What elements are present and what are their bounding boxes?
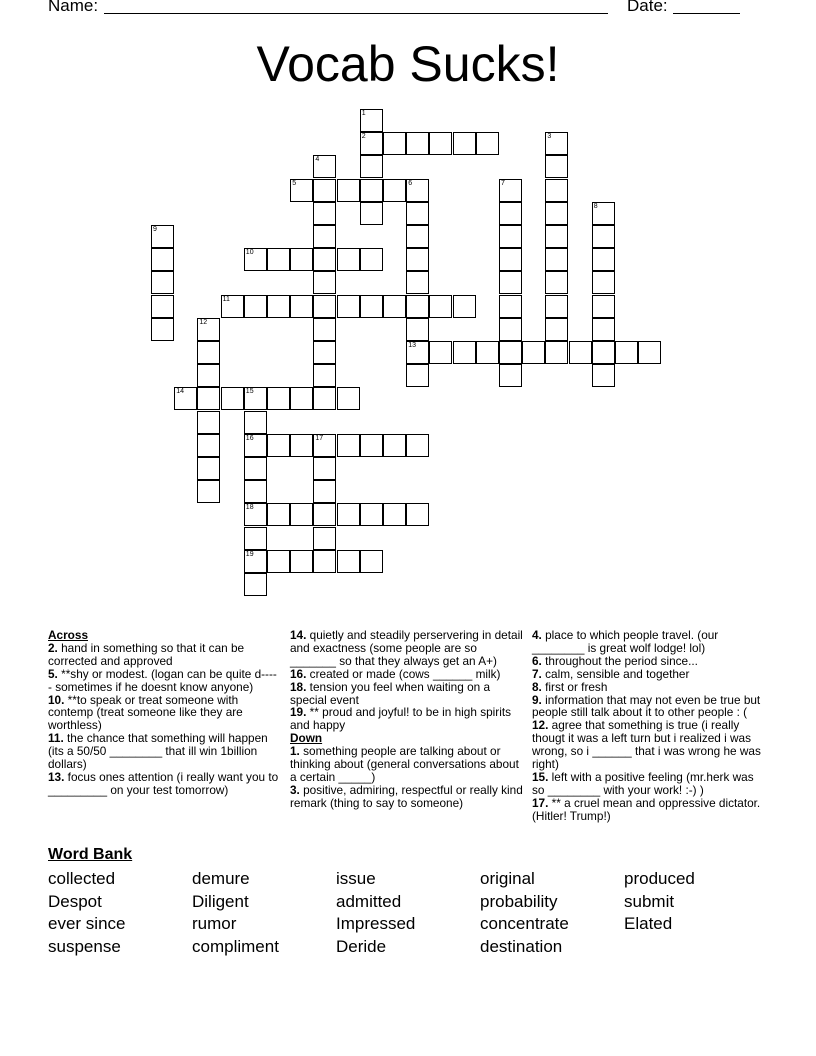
crossword-cell[interactable] xyxy=(313,271,336,294)
crossword-cell[interactable] xyxy=(313,503,336,526)
crossword-cell[interactable] xyxy=(615,341,638,364)
clue-column-3 xyxy=(532,629,764,823)
crossword-cell[interactable] xyxy=(197,411,220,434)
crossword-cell[interactable] xyxy=(360,155,383,178)
crossword-cell[interactable] xyxy=(453,132,476,155)
clue-number-label: 7. xyxy=(532,666,542,681)
crossword-cell[interactable] xyxy=(592,341,615,364)
crossword-cell[interactable] xyxy=(151,248,174,271)
crossword-cell[interactable] xyxy=(383,179,406,202)
crossword-cell[interactable] xyxy=(360,434,383,457)
clue-text: **to speak or treat someone with contemp (treat someone like they are worthless) xyxy=(48,692,243,733)
clue-text: quietly and steadily perservering in detail and exactness (some people are so _______ so that they always get an A+) xyxy=(290,628,523,668)
clue-number-label: 5. xyxy=(48,666,58,681)
clue-number: 7 xyxy=(501,179,505,187)
crossword-cell[interactable] xyxy=(244,434,267,457)
clue-number-label: 16. xyxy=(290,666,307,681)
crossword-cell[interactable] xyxy=(429,295,452,318)
crossword-cell[interactable] xyxy=(499,271,522,294)
word-bank-item: concentrate xyxy=(480,914,569,934)
across-clue xyxy=(48,732,280,771)
across-clue xyxy=(290,706,526,732)
clue-text: throughout the period since... xyxy=(541,653,698,668)
crossword-cell[interactable] xyxy=(290,503,313,526)
crossword-cell[interactable] xyxy=(406,132,429,155)
crossword-cell[interactable] xyxy=(267,434,290,457)
crossword-cell[interactable] xyxy=(197,318,220,341)
clue-text: first or fresh xyxy=(541,679,608,694)
crossword-cell[interactable] xyxy=(244,387,267,410)
clue-number-label: 14. xyxy=(290,628,307,642)
crossword-cell[interactable] xyxy=(151,271,174,294)
clue-text: left with a positive feeling (mr.herk was so ________ with your work! :-) ) xyxy=(532,769,754,797)
crossword-cell[interactable] xyxy=(638,341,661,364)
crossword-cell[interactable] xyxy=(151,318,174,341)
clue-number: 1 xyxy=(361,110,366,117)
clue-text: information that may not even be true but people still talk about it to other people : ( xyxy=(532,692,761,720)
clue-number-label: 10. xyxy=(48,692,65,707)
crossword-cell[interactable] xyxy=(267,248,290,271)
clue-number-label: 12. xyxy=(532,718,549,733)
crossword-cell[interactable] xyxy=(592,295,615,318)
down-clue xyxy=(532,797,764,823)
clue-number: 6 xyxy=(408,179,413,187)
crossword-cell[interactable] xyxy=(429,132,452,155)
word-bank-item: Elated xyxy=(624,914,673,934)
crossword-cell[interactable] xyxy=(545,179,568,202)
clue-number-label: 19. xyxy=(290,705,307,720)
crossword-cell[interactable] xyxy=(383,434,406,457)
across-clue xyxy=(48,668,280,694)
crossword-cell[interactable] xyxy=(197,364,220,387)
crossword-cell[interactable] xyxy=(453,341,476,364)
crossword-cell[interactable] xyxy=(499,295,522,318)
clue-text: **shy or modest. (logan can be quite d----- sometimes if he doesnt know anyone) xyxy=(48,666,277,694)
clue-text: calm, sensible and together xyxy=(541,666,690,681)
down-clue xyxy=(290,784,526,810)
crossword-cell[interactable] xyxy=(406,271,429,294)
clue-text: agree that something is true (i really thougt it was a left turn but i realized i was wrong, so i ______ that i was wrong he was right) xyxy=(532,718,761,772)
crossword-cell[interactable] xyxy=(545,271,568,294)
crossword-cell[interactable] xyxy=(360,248,383,271)
clue-number-label: 11. xyxy=(48,731,64,746)
word-bank-item: rumor xyxy=(192,914,237,934)
crossword-cell[interactable] xyxy=(592,225,615,248)
across-clue xyxy=(48,771,280,797)
down-clue xyxy=(290,745,526,784)
down-heading: Down xyxy=(290,731,323,746)
crossword-cell[interactable] xyxy=(313,295,336,318)
clue-number-label: 15. xyxy=(532,769,549,784)
crossword-cell[interactable] xyxy=(476,341,499,364)
crossword-cell[interactable] xyxy=(290,387,313,410)
crossword-cell[interactable] xyxy=(360,295,383,318)
crossword-cell[interactable] xyxy=(151,295,174,318)
crossword-cell[interactable] xyxy=(545,248,568,271)
crossword-cell[interactable] xyxy=(499,341,522,364)
clue-text: the chance that something will happen (its a 50/50 ________ that ill win 1billion dollars) xyxy=(48,731,268,772)
crossword-cell[interactable] xyxy=(267,387,290,410)
name-label: Name: xyxy=(48,0,99,15)
crossword-cell[interactable] xyxy=(313,248,336,271)
crossword-cell[interactable] xyxy=(197,480,220,503)
crossword-cell[interactable] xyxy=(221,295,244,318)
crossword-cell[interactable] xyxy=(545,225,568,248)
clue-number: 4 xyxy=(315,156,320,164)
crossword-cell[interactable] xyxy=(197,341,220,364)
clue-number: 17 xyxy=(315,434,324,442)
crossword-cell[interactable] xyxy=(360,503,383,526)
crossword-cell[interactable] xyxy=(545,341,568,364)
clue-number: 14 xyxy=(176,388,184,396)
clue-column-2 xyxy=(290,629,526,810)
crossword-cell[interactable] xyxy=(244,295,267,318)
crossword-cell[interactable] xyxy=(522,341,545,364)
clue-number: 9 xyxy=(153,226,157,233)
crossword-cell[interactable] xyxy=(197,387,220,410)
crossword-cell[interactable] xyxy=(383,132,406,155)
crossword-cell[interactable] xyxy=(545,132,568,155)
crossword-cell[interactable] xyxy=(406,434,429,457)
down-clue xyxy=(532,694,764,720)
crossword-cell[interactable] xyxy=(313,341,336,364)
clue-number-label: 9. xyxy=(532,692,542,707)
clue-number: 16 xyxy=(245,434,254,442)
across-clue xyxy=(290,629,526,668)
crossword-cell[interactable] xyxy=(244,480,267,503)
word-bank-title: Word Bank xyxy=(48,846,133,863)
crossword-cell[interactable] xyxy=(313,387,336,410)
crossword-cell[interactable] xyxy=(244,550,267,573)
clue-number: 12 xyxy=(199,318,208,326)
crossword-cell[interactable] xyxy=(545,155,568,178)
crossword-cell[interactable] xyxy=(313,155,336,178)
word-bank-item: Deride xyxy=(336,936,387,956)
word-bank-item: suspense xyxy=(48,936,121,956)
crossword-cell[interactable] xyxy=(406,364,429,387)
date-label: Date: xyxy=(627,0,668,15)
crossword-cell[interactable] xyxy=(476,132,499,155)
clue-text: ** a cruel mean and oppressive dictator. (Hitler! Trump!) xyxy=(532,795,761,823)
word-bank-item: original xyxy=(480,869,535,888)
crossword-cell[interactable] xyxy=(545,202,568,225)
clue-number: 11 xyxy=(222,295,230,303)
clue-number: 2 xyxy=(361,133,366,141)
crossword-cell[interactable] xyxy=(406,318,429,341)
crossword-cell[interactable] xyxy=(244,457,267,480)
clue-text: something people are talking about or thinking about (general conversations about a certain _____) xyxy=(290,744,519,784)
crossword-cell[interactable] xyxy=(406,225,429,248)
clue-text: tension you feel when waiting on a special event xyxy=(290,679,491,707)
crossword-cell[interactable] xyxy=(290,434,313,457)
crossword-cell[interactable] xyxy=(406,248,429,271)
clue-number-label: 8. xyxy=(532,679,542,694)
crossword-cell[interactable] xyxy=(337,434,360,457)
word-bank-item: ever since xyxy=(48,914,126,934)
crossword-cell[interactable] xyxy=(592,248,615,271)
crossword-cell[interactable] xyxy=(337,503,360,526)
clue-number-label: 3. xyxy=(290,782,300,797)
across-heading: Across xyxy=(48,628,88,642)
crossword-cell[interactable] xyxy=(337,179,360,202)
clue-text: positive, admiring, respectful or really kind remark (thing to say to someone) xyxy=(290,782,523,810)
crossword-cell[interactable] xyxy=(406,341,429,364)
clue-number-label: 13. xyxy=(48,769,65,784)
clue-number-label: 17. xyxy=(532,795,549,810)
word-bank-item: collected xyxy=(48,869,116,888)
crossword-cell[interactable] xyxy=(406,503,429,526)
word-bank-item: issue xyxy=(336,869,376,888)
crossword-cell[interactable] xyxy=(337,550,360,573)
clue-text: focus ones attention (i really want you to _________ on your test tomorrow) xyxy=(48,769,279,797)
crossword-cell[interactable] xyxy=(267,295,290,318)
clue-column-1 xyxy=(48,629,280,797)
word-bank-item: probability xyxy=(480,891,558,911)
across-clue xyxy=(48,694,280,733)
page-title: Vocab Sucks! xyxy=(256,36,560,92)
crossword-cell[interactable] xyxy=(313,318,336,341)
word-bank-item: compliment xyxy=(192,936,279,956)
crossword-cell[interactable] xyxy=(406,179,429,202)
clue-number: 15 xyxy=(245,388,254,396)
word-bank-item: destination xyxy=(480,936,563,956)
crossword-cell[interactable] xyxy=(290,248,313,271)
crossword-cell[interactable] xyxy=(197,457,220,480)
crossword-cell[interactable] xyxy=(313,527,336,550)
clue-number: 5 xyxy=(292,179,297,187)
crossword-cell[interactable] xyxy=(360,132,383,155)
crossword-cell[interactable] xyxy=(313,225,336,248)
clue-number-label: 18. xyxy=(290,679,307,694)
crossword-cell[interactable] xyxy=(383,503,406,526)
crossword-cell[interactable] xyxy=(174,387,197,410)
clue-text: hand in something so that it can be corrected and approved xyxy=(48,640,245,668)
crossword-cell[interactable] xyxy=(244,248,267,271)
clue-number: 19 xyxy=(245,550,254,558)
crossword-cell[interactable] xyxy=(383,295,406,318)
crossword-cell[interactable] xyxy=(499,248,522,271)
crossword-cell[interactable] xyxy=(337,387,360,410)
word-bank-item: Impressed xyxy=(336,914,416,934)
crossword-cell[interactable] xyxy=(499,364,522,387)
clue-number-label: 1. xyxy=(290,744,300,759)
crossword-cell[interactable] xyxy=(313,457,336,480)
crossword-cell[interactable] xyxy=(151,225,174,248)
crossword-cell[interactable] xyxy=(406,202,429,225)
crossword-cell[interactable] xyxy=(499,318,522,341)
crossword-cell[interactable] xyxy=(545,295,568,318)
crossword-cell[interactable] xyxy=(197,434,220,457)
crossword-cell[interactable] xyxy=(592,364,615,387)
crossword-cell[interactable] xyxy=(313,179,336,202)
down-clue xyxy=(532,771,764,797)
word-bank-item: admitted xyxy=(336,891,402,911)
across-clue xyxy=(290,681,526,707)
crossword-cell[interactable] xyxy=(221,387,244,410)
down-clue xyxy=(532,629,764,655)
clue-number-label: 4. xyxy=(532,628,542,642)
crossword-cell[interactable] xyxy=(290,295,313,318)
crossword-cell[interactable] xyxy=(499,225,522,248)
crossword-cell[interactable] xyxy=(244,573,267,596)
crossword-cell[interactable] xyxy=(313,202,336,225)
crossword-cell[interactable] xyxy=(267,550,290,573)
word-bank-item: Despot xyxy=(48,891,102,911)
crossword-cell[interactable] xyxy=(267,503,290,526)
word-bank-item: demure xyxy=(192,869,250,888)
crossword-cell[interactable] xyxy=(545,318,568,341)
crossword-cell[interactable] xyxy=(290,550,313,573)
crossword-cell[interactable] xyxy=(337,248,360,271)
clue-number: 13 xyxy=(408,342,416,349)
word-bank-item: submit xyxy=(624,891,675,911)
clue-text: place to which people travel. (our ________ is great wolf lodge! lol) xyxy=(532,628,719,655)
clue-number: 3 xyxy=(547,133,552,141)
crossword-cell[interactable] xyxy=(290,179,313,202)
crossword-cell[interactable] xyxy=(360,550,383,573)
crossword-cell[interactable] xyxy=(244,503,267,526)
clue-number: 10 xyxy=(245,249,254,257)
crossword-cell[interactable] xyxy=(499,202,522,225)
crossword-cell[interactable] xyxy=(429,341,452,364)
crossword-cell[interactable] xyxy=(244,411,267,434)
crossword-cell[interactable] xyxy=(313,434,336,457)
crossword-cell[interactable] xyxy=(453,295,476,318)
clue-number-label: 6. xyxy=(532,653,542,668)
down-clue xyxy=(532,719,764,771)
crossword-cell[interactable] xyxy=(592,271,615,294)
crossword-cell[interactable] xyxy=(337,295,360,318)
crossword-cell[interactable] xyxy=(360,109,383,132)
crossword-cell[interactable] xyxy=(592,318,615,341)
crossword-cell[interactable] xyxy=(313,364,336,387)
word-bank-item: produced xyxy=(624,869,695,888)
crossword-cell[interactable] xyxy=(244,527,267,550)
crossword-cell[interactable] xyxy=(313,550,336,573)
crossword-cell[interactable] xyxy=(569,341,592,364)
clue-number: 8 xyxy=(593,202,598,210)
crossword-cell[interactable] xyxy=(313,480,336,503)
clue-text: ** proud and joyful! to be in high spirits and happy xyxy=(290,705,512,733)
clue-number: 18 xyxy=(245,504,254,512)
across-clue xyxy=(48,642,280,668)
crossword-cell[interactable] xyxy=(360,179,383,202)
crossword-cell[interactable] xyxy=(592,202,615,225)
clue-number-label: 2. xyxy=(48,640,58,655)
crossword-cell[interactable] xyxy=(499,179,522,202)
crossword-cell[interactable] xyxy=(406,295,429,318)
crossword-cell[interactable] xyxy=(360,202,383,225)
clue-text: created or made (cows ______ milk) xyxy=(306,666,501,681)
word-bank-item: Diligent xyxy=(192,891,249,911)
